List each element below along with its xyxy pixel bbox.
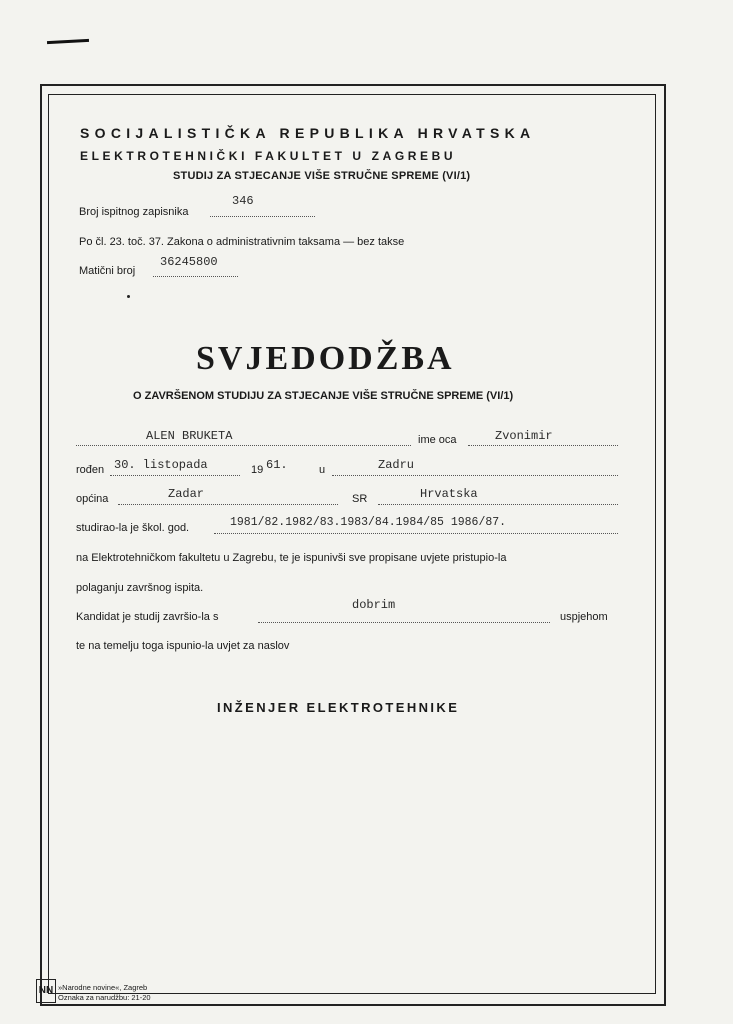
study-text-line-2: na Elektrotehničkom fakultetu u Zagrebu, te je ispunivši sve propisane uvjete pristupio-la (76, 552, 507, 564)
tax-note: Po čl. 23. toč. 37. Zakona o administrativnim taksama — bez takse (79, 236, 405, 248)
born-label: rođen (76, 464, 105, 476)
exam-record-value: 346 (232, 194, 254, 208)
studied-label: studirao-la je škol. god. (76, 522, 190, 534)
publisher-logo: NN (36, 979, 56, 1003)
dot-mark (127, 295, 130, 298)
years-line (214, 533, 618, 534)
faculty-heading: ELEKTROTEHNIČKI FAKULTET U ZAGREBU (80, 149, 457, 163)
document-subtitle: O ZAVRŠENOM STUDIJU ZA STJECANJE VIŠE STRUČNE SPREME (VI/1) (133, 390, 514, 402)
grade-line (258, 622, 550, 623)
pen-mark (47, 39, 89, 44)
registry-value: 36245800 (160, 255, 218, 269)
order-code: Oznaka za narudžbu: 21-20 (58, 993, 151, 1002)
father-name: Zvonimir (495, 429, 553, 443)
document-border-inner (48, 94, 656, 994)
name-line (76, 445, 411, 446)
father-label: ime oca (418, 434, 457, 446)
born-in-label: u (319, 464, 326, 476)
document-title: SVJEDODŽBA (196, 340, 455, 377)
completed-label: Kandidat je studij završio-la s (76, 611, 219, 623)
registry-line (153, 276, 238, 277)
republic-label: SR (352, 493, 368, 505)
republic-heading: SOCIJALISTIČKA REPUBLIKA HRVATSKA (80, 125, 536, 141)
degree-title: INŽENJER ELEKTROTEHNIKE (217, 700, 460, 715)
study-years: 1981/82.1982/83.1983/84.1984/85 1986/87. (230, 516, 507, 529)
born-year-suffix: 61. (266, 458, 288, 472)
registry-label: Matični broj (79, 265, 136, 277)
father-line (468, 445, 618, 446)
municipality-line (118, 504, 338, 505)
study-text-line-3: polaganju završnog ispita. (76, 582, 204, 594)
publisher-text: »Narodne novine«, Zagreb (58, 983, 148, 992)
born-day-month: 30. listopada (114, 458, 208, 472)
exam-record-line (210, 216, 315, 217)
exam-record-label: Broj ispitnog zapisnika (79, 206, 189, 218)
student-name: ALEN BRUKETA (146, 429, 233, 443)
program-heading: STUDIJ ZA STJECANJE VIŠE STRUČNE SPREME (VI/1) (173, 170, 471, 182)
success-label: uspjehom (560, 611, 608, 623)
born-year-prefix: 19 (251, 464, 264, 476)
municipality-label: općina (76, 493, 109, 505)
birthplace-line (332, 475, 618, 476)
grade-value: dobrim (352, 598, 396, 612)
republic-line (378, 504, 618, 505)
birthplace: Zadru (378, 458, 415, 472)
born-date-line (110, 475, 240, 476)
study-text-line-5: te na temelju toga ispunio-la uvjet za naslov (76, 640, 290, 652)
republic-value: Hrvatska (420, 487, 478, 501)
municipality-value: Zadar (168, 487, 205, 501)
